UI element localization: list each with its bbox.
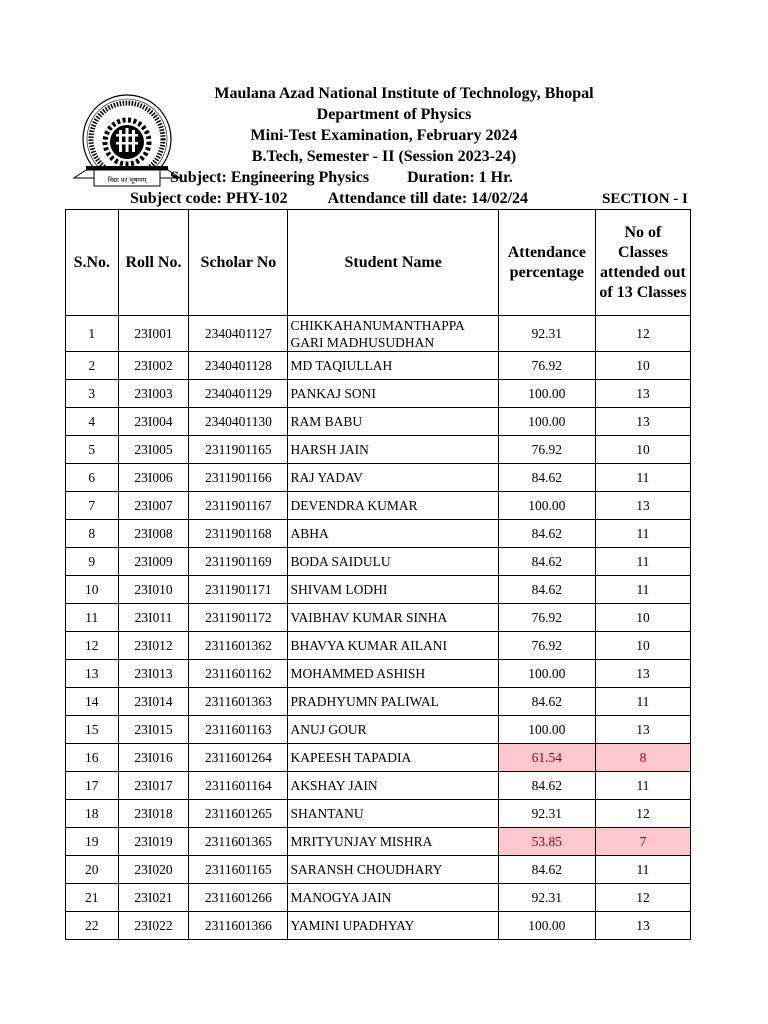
col-header-classes-attended: No of Classes attended out of 13 Classes [595,210,690,316]
cell-scholar-no: 2340401130 [189,408,288,436]
cell-attendance-percentage: 84.62 [498,688,595,716]
cell-roll-no: 23I006 [118,464,189,492]
table-row [66,632,691,660]
cell-attendance-percentage: 100.00 [498,408,595,436]
cell-sno: 21 [66,884,119,912]
cell-sno: 6 [66,464,119,492]
cell-classes-attended: 11 [595,520,690,548]
cell-sno: 15 [66,716,119,744]
cell-classes-attended: 12 [595,800,690,828]
cell-student-name: MANOGYA JAIN [288,884,498,912]
cell-classes-attended: 10 [595,436,690,464]
table-header-row [66,210,691,316]
cell-roll-no: 23I020 [118,856,189,884]
cell-sno: 7 [66,492,119,520]
cell-roll-no: 23I007 [118,492,189,520]
cell-attendance-percentage: 92.31 [498,800,595,828]
cell-roll-no: 23I019 [118,828,189,856]
cell-attendance-percentage: 84.62 [498,856,595,884]
cell-classes-attended: 11 [595,576,690,604]
cell-scholar-no: 2311601366 [189,912,288,940]
col-header-attendance-percentage: Attendance percentage [498,210,595,316]
cell-student-name: SHIVAM LODHI [288,576,498,604]
cell-attendance-percentage: 100.00 [498,912,595,940]
cell-sno: 3 [66,380,119,408]
cell-scholar-no: 2311901166 [189,464,288,492]
cell-roll-no: 23I016 [118,744,189,772]
cell-sno: 11 [66,604,119,632]
cell-attendance-percentage: 76.92 [498,632,595,660]
cell-sno: 8 [66,520,119,548]
cell-scholar-no: 2311901165 [189,436,288,464]
table-row [66,464,691,492]
cell-sno: 5 [66,436,119,464]
cell-scholar-no: 2311901171 [189,576,288,604]
cell-student-name: VAIBHAV KUMAR SINHA [288,604,498,632]
subject-line [170,168,513,188]
table-row [66,436,691,464]
cell-scholar-no: 2311601163 [189,716,288,744]
svg-text:विद्या परं भूषणम्: विद्या परं भूषणम् [107,176,147,184]
cell-roll-no: 23I002 [118,352,189,380]
cell-attendance-percentage: 100.00 [498,660,595,688]
cell-attendance-percentage: 76.92 [498,604,595,632]
table-row [66,884,691,912]
cell-student-name: MD TAQIULLAH [288,352,498,380]
cell-sno: 2 [66,352,119,380]
cell-scholar-no: 2311601164 [189,772,288,800]
department-name: Department of Physics [316,106,472,123]
cell-classes-attended: 13 [595,408,690,436]
cell-scholar-no: 2340401129 [189,380,288,408]
cell-sno: 9 [66,548,119,576]
cell-student-name: BHAVYA KUMAR AILANI [288,632,498,660]
cell-scholar-no: 2340401127 [189,316,288,352]
subject-name: Subject: Engineering Physics [170,169,370,186]
cell-student-name: BODA SAIDULU [288,548,498,576]
cell-sno: 4 [66,408,119,436]
cell-scholar-no: 2311901172 [189,604,288,632]
cell-roll-no: 23I011 [118,604,189,632]
cell-attendance-percentage: 53.85 [498,828,595,856]
cell-scholar-no: 2311901167 [189,492,288,520]
cell-attendance-percentage: 100.00 [498,716,595,744]
cell-roll-no: 23I017 [118,772,189,800]
cell-roll-no: 23I003 [118,380,189,408]
cell-attendance-percentage: 84.62 [498,464,595,492]
table-row [66,800,691,828]
cell-classes-attended: 13 [595,912,690,940]
table-row [66,548,691,576]
cell-student-name: KAPEESH TAPADIA [288,744,498,772]
cell-student-name: HARSH JAIN [288,436,498,464]
cell-roll-no: 23I005 [118,436,189,464]
cell-scholar-no: 2311601363 [189,688,288,716]
cell-attendance-percentage: 84.62 [498,548,595,576]
cell-classes-attended: 13 [595,492,690,520]
cell-classes-attended: 11 [595,856,690,884]
cell-classes-attended: 11 [595,772,690,800]
cell-scholar-no: 2340401128 [189,352,288,380]
cell-sno: 19 [66,828,119,856]
cell-sno: 18 [66,800,119,828]
cell-student-name: SHANTANU [288,800,498,828]
cell-roll-no: 23I021 [118,884,189,912]
cell-roll-no: 23I004 [118,408,189,436]
cell-scholar-no: 2311601162 [189,660,288,688]
cell-attendance-percentage: 84.62 [498,520,595,548]
table-row [66,408,691,436]
subject-code: Subject code: PHY-102 [130,190,288,207]
cell-scholar-no: 2311601266 [189,884,288,912]
cell-student-name: ANUJ GOUR [288,716,498,744]
cell-sno: 13 [66,660,119,688]
cell-scholar-no: 2311901169 [189,548,288,576]
cell-sno: 17 [66,772,119,800]
cell-attendance-percentage: 84.62 [498,576,595,604]
cell-roll-no: 23I009 [118,548,189,576]
cell-roll-no: 23I008 [118,520,189,548]
col-header-roll-no: Roll No. [118,210,189,316]
cell-student-name: DEVENDRA KUMAR [288,492,498,520]
cell-attendance-percentage: 92.31 [498,316,595,352]
exam-duration: Duration: 1 Hr. [407,169,513,186]
table-row [66,604,691,632]
cell-roll-no: 23I014 [118,688,189,716]
cell-scholar-no: 2311601265 [189,800,288,828]
cell-student-name: RAM BABU [288,408,498,436]
cell-sno: 20 [66,856,119,884]
table-row [66,912,691,940]
cell-roll-no: 23I012 [118,632,189,660]
exam-title: Mini-Test Examination, February 2024 [250,127,518,144]
cell-attendance-percentage: 76.92 [498,436,595,464]
institute-name: Maulana Azad National Institute of Technology, Bhopal [214,85,594,102]
cell-attendance-percentage: 100.00 [498,380,595,408]
table-row [66,772,691,800]
cell-scholar-no: 2311601165 [189,856,288,884]
cell-sno: 14 [66,688,119,716]
cell-student-name: AKSHAY JAIN [288,772,498,800]
cell-roll-no: 23I001 [118,316,189,352]
table-row [66,576,691,604]
cell-scholar-no: 2311601365 [189,828,288,856]
cell-sno: 22 [66,912,119,940]
table-row [66,828,691,856]
cell-roll-no: 23I018 [118,800,189,828]
attendance-table [65,209,691,940]
program-session: B.Tech, Semester - II (Session 2023-24) [251,148,517,165]
table-row [66,352,691,380]
table-row [66,316,691,352]
cell-classes-attended: 10 [595,632,690,660]
cell-classes-attended: 13 [595,716,690,744]
table-row [66,380,691,408]
cell-sno: 1 [66,316,119,352]
cell-roll-no: 23I022 [118,912,189,940]
table-row [66,688,691,716]
cell-classes-attended: 11 [595,688,690,716]
cell-attendance-percentage: 92.31 [498,884,595,912]
cell-classes-attended: 10 [595,352,690,380]
cell-roll-no: 23I015 [118,716,189,744]
cell-roll-no: 23I010 [118,576,189,604]
cell-student-name: MRITYUNJAY MISHRA [288,828,498,856]
cell-classes-attended: 12 [595,884,690,912]
cell-sno: 12 [66,632,119,660]
table-row [66,744,691,772]
col-header-scholar-no: Scholar No [189,210,288,316]
cell-student-name: PRADHYUMN PALIWAL [288,688,498,716]
cell-classes-attended: 7 [595,828,690,856]
cell-attendance-percentage: 76.92 [498,352,595,380]
cell-attendance-percentage: 61.54 [498,744,595,772]
cell-student-name: MOHAMMED ASHISH [288,660,498,688]
cell-classes-attended: 12 [595,316,690,352]
cell-classes-attended: 11 [595,464,690,492]
cell-classes-attended: 8 [595,744,690,772]
cell-roll-no: 23I013 [118,660,189,688]
cell-classes-attended: 13 [595,660,690,688]
cell-student-name: RAJ YADAV [288,464,498,492]
cell-student-name: CHIKKAHANUMANTHAPPA GARI MADHUSUDHAN [288,316,498,352]
cell-scholar-no: 2311901168 [189,520,288,548]
cell-classes-attended: 10 [595,604,690,632]
attendance-till-date: Attendance till date: 14/02/24 [327,190,529,207]
cell-student-name: PANKAJ SONI [288,380,498,408]
cell-classes-attended: 11 [595,548,690,576]
cell-sno: 10 [66,576,119,604]
table-row [66,520,691,548]
table-row [66,716,691,744]
cell-scholar-no: 2311601362 [189,632,288,660]
cell-classes-attended: 13 [595,380,690,408]
col-header-student-name: Student Name [288,210,498,316]
table-row [66,492,691,520]
cell-attendance-percentage: 84.62 [498,772,595,800]
cell-attendance-percentage: 100.00 [498,492,595,520]
col-header-sno: S.No. [66,210,119,316]
cell-student-name: SARANSH CHOUDHARY [288,856,498,884]
cell-student-name: YAMINI UPADHYAY [288,912,498,940]
table-row [66,856,691,884]
table-row [66,660,691,688]
cell-sno: 16 [66,744,119,772]
code-line [130,189,528,209]
cell-scholar-no: 2311601264 [189,744,288,772]
section-label: SECTION - I [602,191,688,207]
cell-student-name: ABHA [288,520,498,548]
